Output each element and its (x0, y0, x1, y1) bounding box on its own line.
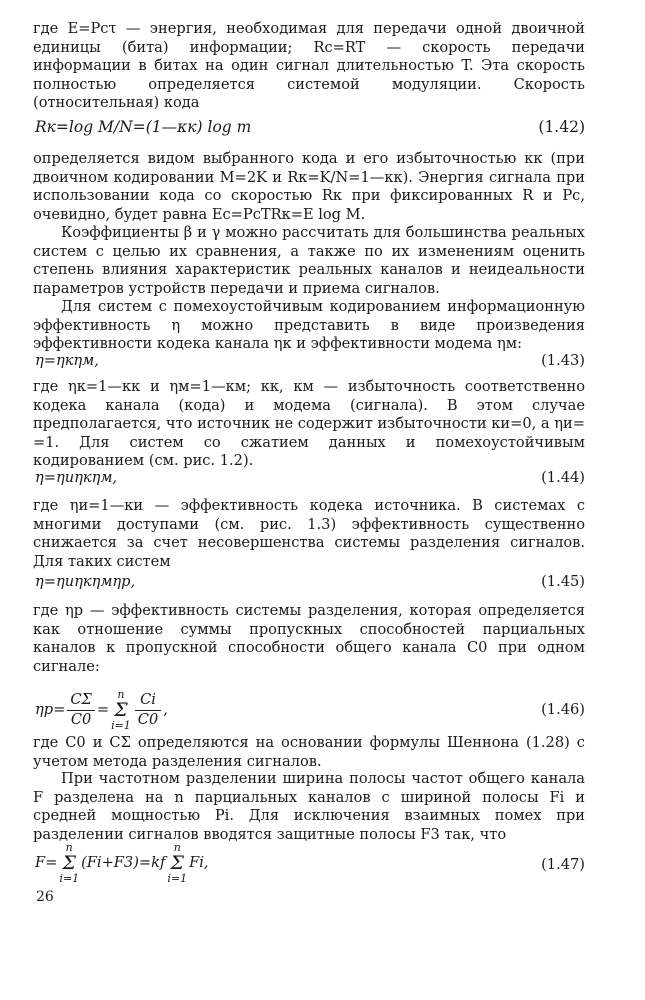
equation-formula: η=ηиηкηм, (35, 469, 118, 486)
equation-lhs: F= (35, 854, 58, 871)
paragraph-coefficients: Коэффициенты β и γ можно рассчитать для большинства реальных систем с целью их сравнения, а также по их изменениям оценить степень влияния характеристик реальных каналов и неидеальности параметров устройств передачи и приема сигналов. (33, 224, 585, 297)
equation-1-44 (35, 469, 585, 491)
equation-formula (35, 842, 209, 884)
equation-1-46 (35, 681, 585, 731)
summation-lower: i=1 (167, 872, 188, 885)
equation-lhs: ηр= (35, 701, 66, 718)
paragraph-separation-efficiency: где ηр — эффективность системы разделения, которая определяется как отношение суммы пропускных способностей парциальных каналов к пропускной способности общего канала C0 при одном сигнале: (33, 602, 585, 675)
fraction-denominator: C0 (137, 710, 159, 728)
paragraph-shannon: где C0 и CΣ определяются на основании формулы Шеннона (1.28) с учетом метода разделения сигналов. (33, 734, 585, 770)
equation-number: (1.44) (541, 469, 585, 486)
sigma-glyph: Σ (170, 852, 184, 874)
equation-1-47 (35, 842, 585, 888)
paragraph-codec-redundancy: где ηк=1—κк и ηм=1—κм; κк, κм — избыточность соответственно кодека канала (кода) и модема (сигнала). В этом случае предполагается, что источник не содержит избыточности κи=0, а ηи= =1. Для систем со сжатием данных и помехоустойчивым кодированием (см. рис. 1.2). (33, 378, 585, 470)
equation-1-42 (35, 118, 585, 140)
equation-number: (1.46) (541, 701, 585, 718)
equation-1-45 (35, 573, 585, 595)
summation-symbol (167, 842, 187, 884)
fraction-denominator: C0 (70, 710, 92, 728)
equals-sign: = (96, 701, 110, 718)
summation-upper: n (65, 841, 73, 854)
summation-upper: n (117, 688, 125, 701)
fraction-partial-capacity (135, 691, 161, 729)
summation-upper: n (173, 841, 181, 854)
equation-number: (1.42) (538, 118, 585, 136)
equation-number: (1.43) (541, 352, 585, 369)
summation-symbol (111, 689, 131, 731)
fraction-sum-capacity (67, 691, 95, 729)
summation-lower: i=1 (111, 719, 131, 732)
fraction-numerator: Ci (135, 691, 161, 711)
page-number: 26 (36, 889, 54, 905)
summation-lower: i=1 (59, 872, 80, 885)
equation-formula (35, 689, 168, 731)
sigma-glyph: Σ (62, 852, 76, 874)
fraction-numerator: CΣ (67, 691, 95, 711)
paragraph-frequency-division: При частотном разделении ширина полосы частот общего канала F разделена на n парциальных каналов с шириной полосы Fi и средней мощностью Pi. Для исключения взаимных помех при разделении сигналов вводятся защитные полосы F3 так, что (33, 770, 585, 843)
equation-formula: Rк=log M/N=(1—κк) log m (35, 118, 252, 136)
sigma-glyph: Σ (114, 699, 128, 721)
paragraph-code-rate: определяется видом выбранного кода и его избыточностью κк (при двоичном кодировании M=2K и Rк=K/N=1—κк). Энергия сигнала при использовании кода со скоростью Rк при фиксированных R и Pc, очевидно, будет равна Ec=PcTRк=E log M. (33, 150, 585, 223)
equation-1-43 (35, 352, 585, 374)
equation-tail: , (163, 701, 168, 718)
equation-tail: Fi, (189, 854, 209, 871)
paragraph-energy-definition: где E=Pcτ — энергия, необходимая для передачи одной двоичной единицы (бита) информации; Rc=RT — скорость передачи информации в битах на один сигнал длительностью T. Эта скорость полностью определяется системой модуляции. Скорость (относительная) кода (33, 20, 585, 112)
equation-number: (1.47) (541, 856, 585, 873)
equation-number: (1.45) (541, 573, 585, 590)
equation-middle: (Fi+F3)=kf (81, 854, 166, 871)
paragraph-noise-coding: Для систем с помехоустойчивым кодированием информационную эффективность η можно представить в виде произведения эффективности кодека канала ηк и эффективности модема ηм: (33, 298, 585, 353)
equation-formula: η=ηиηкηмηр, (35, 573, 136, 590)
equation-formula: η=ηкηм, (35, 352, 99, 369)
summation-symbol (59, 842, 79, 884)
paragraph-source-codec: где ηи=1—κи — эффективность кодека источника. В системах с многими доступами (см. рис. 1.3) эффективность существенно снижается за счет несовершенства системы разделения сигналов. Для таких систем (33, 497, 585, 570)
